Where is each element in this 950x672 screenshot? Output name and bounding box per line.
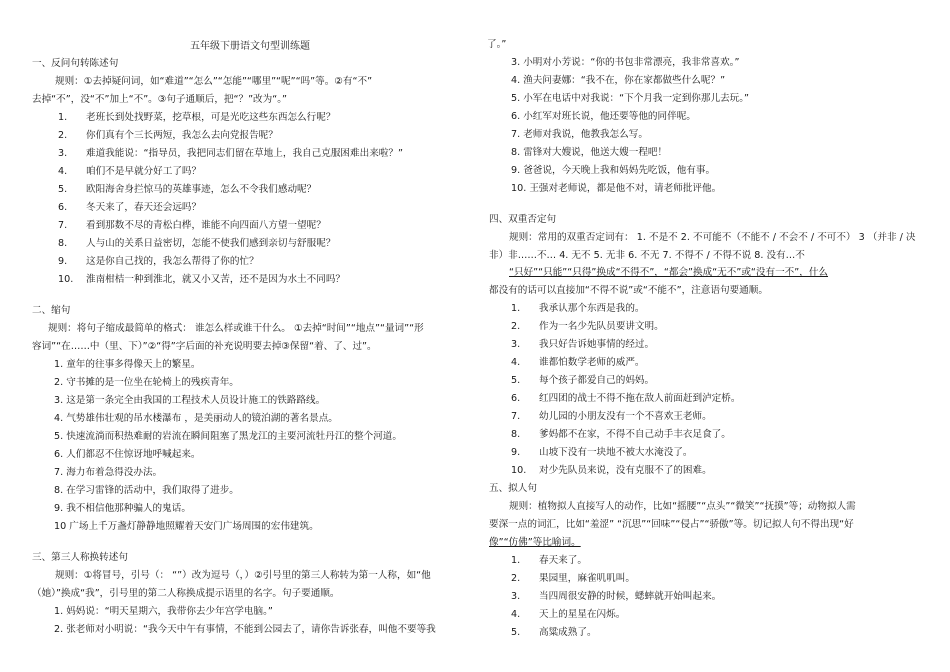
list-item: 2. 张老师对小明说：“我今天中午有事情，不能到公园去了，请你告诉张春，叫他不要等我 xyxy=(54,624,436,635)
list-item: 8. 雷锋对大嫂说，他送大嫂一程吧！ xyxy=(511,147,668,158)
section-5-rule: 规则：植物拟人直接写人的动作，比如“摇腰”“点头”“微笑”“抚摸”等；动物拟人需 xyxy=(509,501,856,512)
list-item: 5. 快速流淌而积热难耐的岩流在瞬间阻塞了黑龙江的主要河流牡丹江的整个河道。 xyxy=(54,431,402,442)
list-item: 10 广场上千万盏灯静静地照耀着天安门广场周围的宏伟建筑。 xyxy=(54,521,319,532)
list-item: 9. 山坡下没有一块地不被大水淹没了。 xyxy=(511,447,693,458)
section-1-rule-cont: 去掉“不”，没“不”加上“不”。③句子通顺后，把“？”改为“。” xyxy=(32,94,287,105)
list-item: 10. 淮南柑桔一种到淮北，就又小又苦，还不是因为水土不同吗？ xyxy=(58,274,346,285)
list-item: 7. 幼儿园的小朋友没有一个不喜欢王老师。 xyxy=(511,411,712,422)
section-4-heading: 四、双重否定句 xyxy=(489,214,557,225)
list-item: 3. 小明对小芳说：“你的书包非常漂亮，我非常喜欢。” xyxy=(511,57,740,68)
continued-text: 了。” xyxy=(487,39,507,50)
section-3-heading: 三、第三人称换转述句 xyxy=(32,552,128,563)
list-item: 5. 欧阳海舍身拦惊马的英雄事迹，怎么不令我们感动呢？ xyxy=(58,184,317,195)
list-item: 3. 这是第一条完全由我国的工程技术人员设计施工的铁路路线。 xyxy=(54,395,326,406)
section-3-rule-cont: （她）”换成“我”，引号里的第二人称换成提示语里的名字。句子要通顺。 xyxy=(32,588,340,599)
section-4-rule: 规则：常用的双重否定词有： 1. 不是不 2. 不可能不（不能不 / 不会不 / 不可不） 3 （并非 / 决 xyxy=(509,232,916,243)
list-item: 2. 你们真有个三长两短，我怎么去向党报告呢？ xyxy=(58,130,278,141)
list-item: 8. 在学习雷锋的活动中，我们取得了进步。 xyxy=(54,485,239,496)
list-item: 1. 我承认那个东西是我的。 xyxy=(511,303,645,314)
list-item: 4. 渔夫问妻娜：“我不在，你在家都做些什么呢？” xyxy=(511,75,726,86)
list-item: 9. 爸爸说，今天晚上我和妈妈先吃饭，他有事。 xyxy=(511,165,716,176)
section-2-heading: 二、缩句 xyxy=(32,305,71,316)
list-item: 9. 这是你自己找的，我怎么帮得了你的忙？ xyxy=(58,256,259,267)
list-item: 5. 高粱成熟了。 xyxy=(511,627,597,638)
list-item: 1. 妈妈说：“明天星期六，我带你去少年宫学电脑。” xyxy=(54,606,273,617)
list-item: 4. 谁都怕数学老师的威严。 xyxy=(511,357,645,368)
list-item: 5. 每个孩子都爱自己的妈妈。 xyxy=(511,375,655,386)
section-5-rule-cont: 要深一点的词汇，比如“羞涩” “沉思”“回味”“侵占”“骄傲”等。切记拟人句不得出现“好 xyxy=(489,519,854,530)
list-item: 6. 人们都忍不住惊讶地呼喊起来。 xyxy=(54,449,201,460)
list-item: 3. 我只好告诉她事情的经过。 xyxy=(511,339,655,350)
list-item: 4. 天上的星星在闪烁。 xyxy=(511,609,626,620)
section-5-heading: 五、拟人句 xyxy=(489,483,537,494)
list-item: 8. 爹妈都不在家，不得不自己动手丰衣足食了。 xyxy=(511,429,731,440)
list-item: 1. 童年的往事多得像天上的繁星。 xyxy=(54,359,201,370)
list-item: 7. 老师对我说，他教我怎么写。 xyxy=(511,129,648,140)
section-1-heading: 一、反问句转陈述句 xyxy=(32,58,119,69)
list-item: 1. 春天来了。 xyxy=(511,555,587,566)
list-item: 2. 果园里，麻雀叽叽叫。 xyxy=(511,573,635,584)
list-item: 3. 难道我能说：“指导员，我把同志们留在草地上，我自己克服困难出来啦？” xyxy=(58,148,403,159)
section-5-rule-end: 像”“仿佛”等比喻词。 xyxy=(489,537,581,548)
list-item: 4. 气势雄伟壮观的吊水楼瀑布 ，是美丽动人的镜泊湖的著名景点。 xyxy=(54,413,338,424)
list-item: 8. 人与山的关系日益密切，怎能不使我们感到亲切与舒服呢？ xyxy=(58,238,336,249)
section-4-rule-note: “只好”“只能”“只得”换成“不得不”，“都会”换成“无不”或“没有一不”，什么 xyxy=(509,267,829,278)
list-item: 1. 老班长到处找野菜，挖草根，可是光吃这些东西怎么行呢？ xyxy=(58,112,336,123)
section-2-rule-cont: 容词”“在……中（里、下）”②“得”字后面的补充说明要去掉③保留“着、了、过”。 xyxy=(32,341,377,352)
section-2-rule: 规则：将句子缩成最简单的格式： 谁怎么样或谁干什么。 ①去掉“时间”“地点”“量词”“形 xyxy=(48,323,424,334)
list-item: 10. 王强对老师说，都是他不对，请老师批评他。 xyxy=(511,183,722,194)
list-item: 10. 对少先队员来说，没有克服不了的困难。 xyxy=(511,465,712,476)
list-item: 7. 海力布着急得没办法。 xyxy=(54,467,163,478)
section-3-rule: 规则：①将冒号，引号（： “”）改为逗号（，）②引号里的第三人称转为第一人称，如“他 xyxy=(55,570,431,581)
list-item: 6. 红四团的战士不得不拖在敌人前面赶到泸定桥。 xyxy=(511,393,741,404)
list-item: 2. 作为一名少先队员要讲文明。 xyxy=(511,321,664,332)
section-4-rule-note-cont: 都没有的话可以直接加“不得不说”或“不能不”，注意语句要通顺。 xyxy=(489,285,768,296)
list-item: 6. 小红军对班长说，他还要等他的同伴呢。 xyxy=(511,111,696,122)
section-1-rule: 规则：①去掉疑问词，如“难道”“怎么”“怎能”“哪里”“呢”“吗”等。②有“不” xyxy=(55,76,373,87)
list-item: 7. 看到那数不尽的青松白桦，谁能不向四面八方望一望呢？ xyxy=(58,220,326,231)
list-item: 3. 当四周很安静的时候，蟋蟀就开始叫起来。 xyxy=(511,591,722,602)
list-item: 4. 咱们不是早就分好工了吗？ xyxy=(58,166,202,177)
list-item: 2. 守书摊的是一位坐在轮椅上的残疾青年。 xyxy=(54,377,239,388)
section-4-rule-cont: 非）非……不… 4. 无不 5. 无非 6. 不无 7. 不得不 / 不得不说 8. 没有…不 xyxy=(489,250,805,261)
list-item: 6. 冬天来了，春天还会远吗？ xyxy=(58,202,202,213)
list-item: 9. 我不相信他那种骗人的鬼话。 xyxy=(54,503,191,514)
list-item: 5. 小军在电话中对我说：“下个月我一定到你那儿去玩。” xyxy=(511,93,750,104)
page-title: 五年级下册语文句型训练题 xyxy=(190,41,310,52)
